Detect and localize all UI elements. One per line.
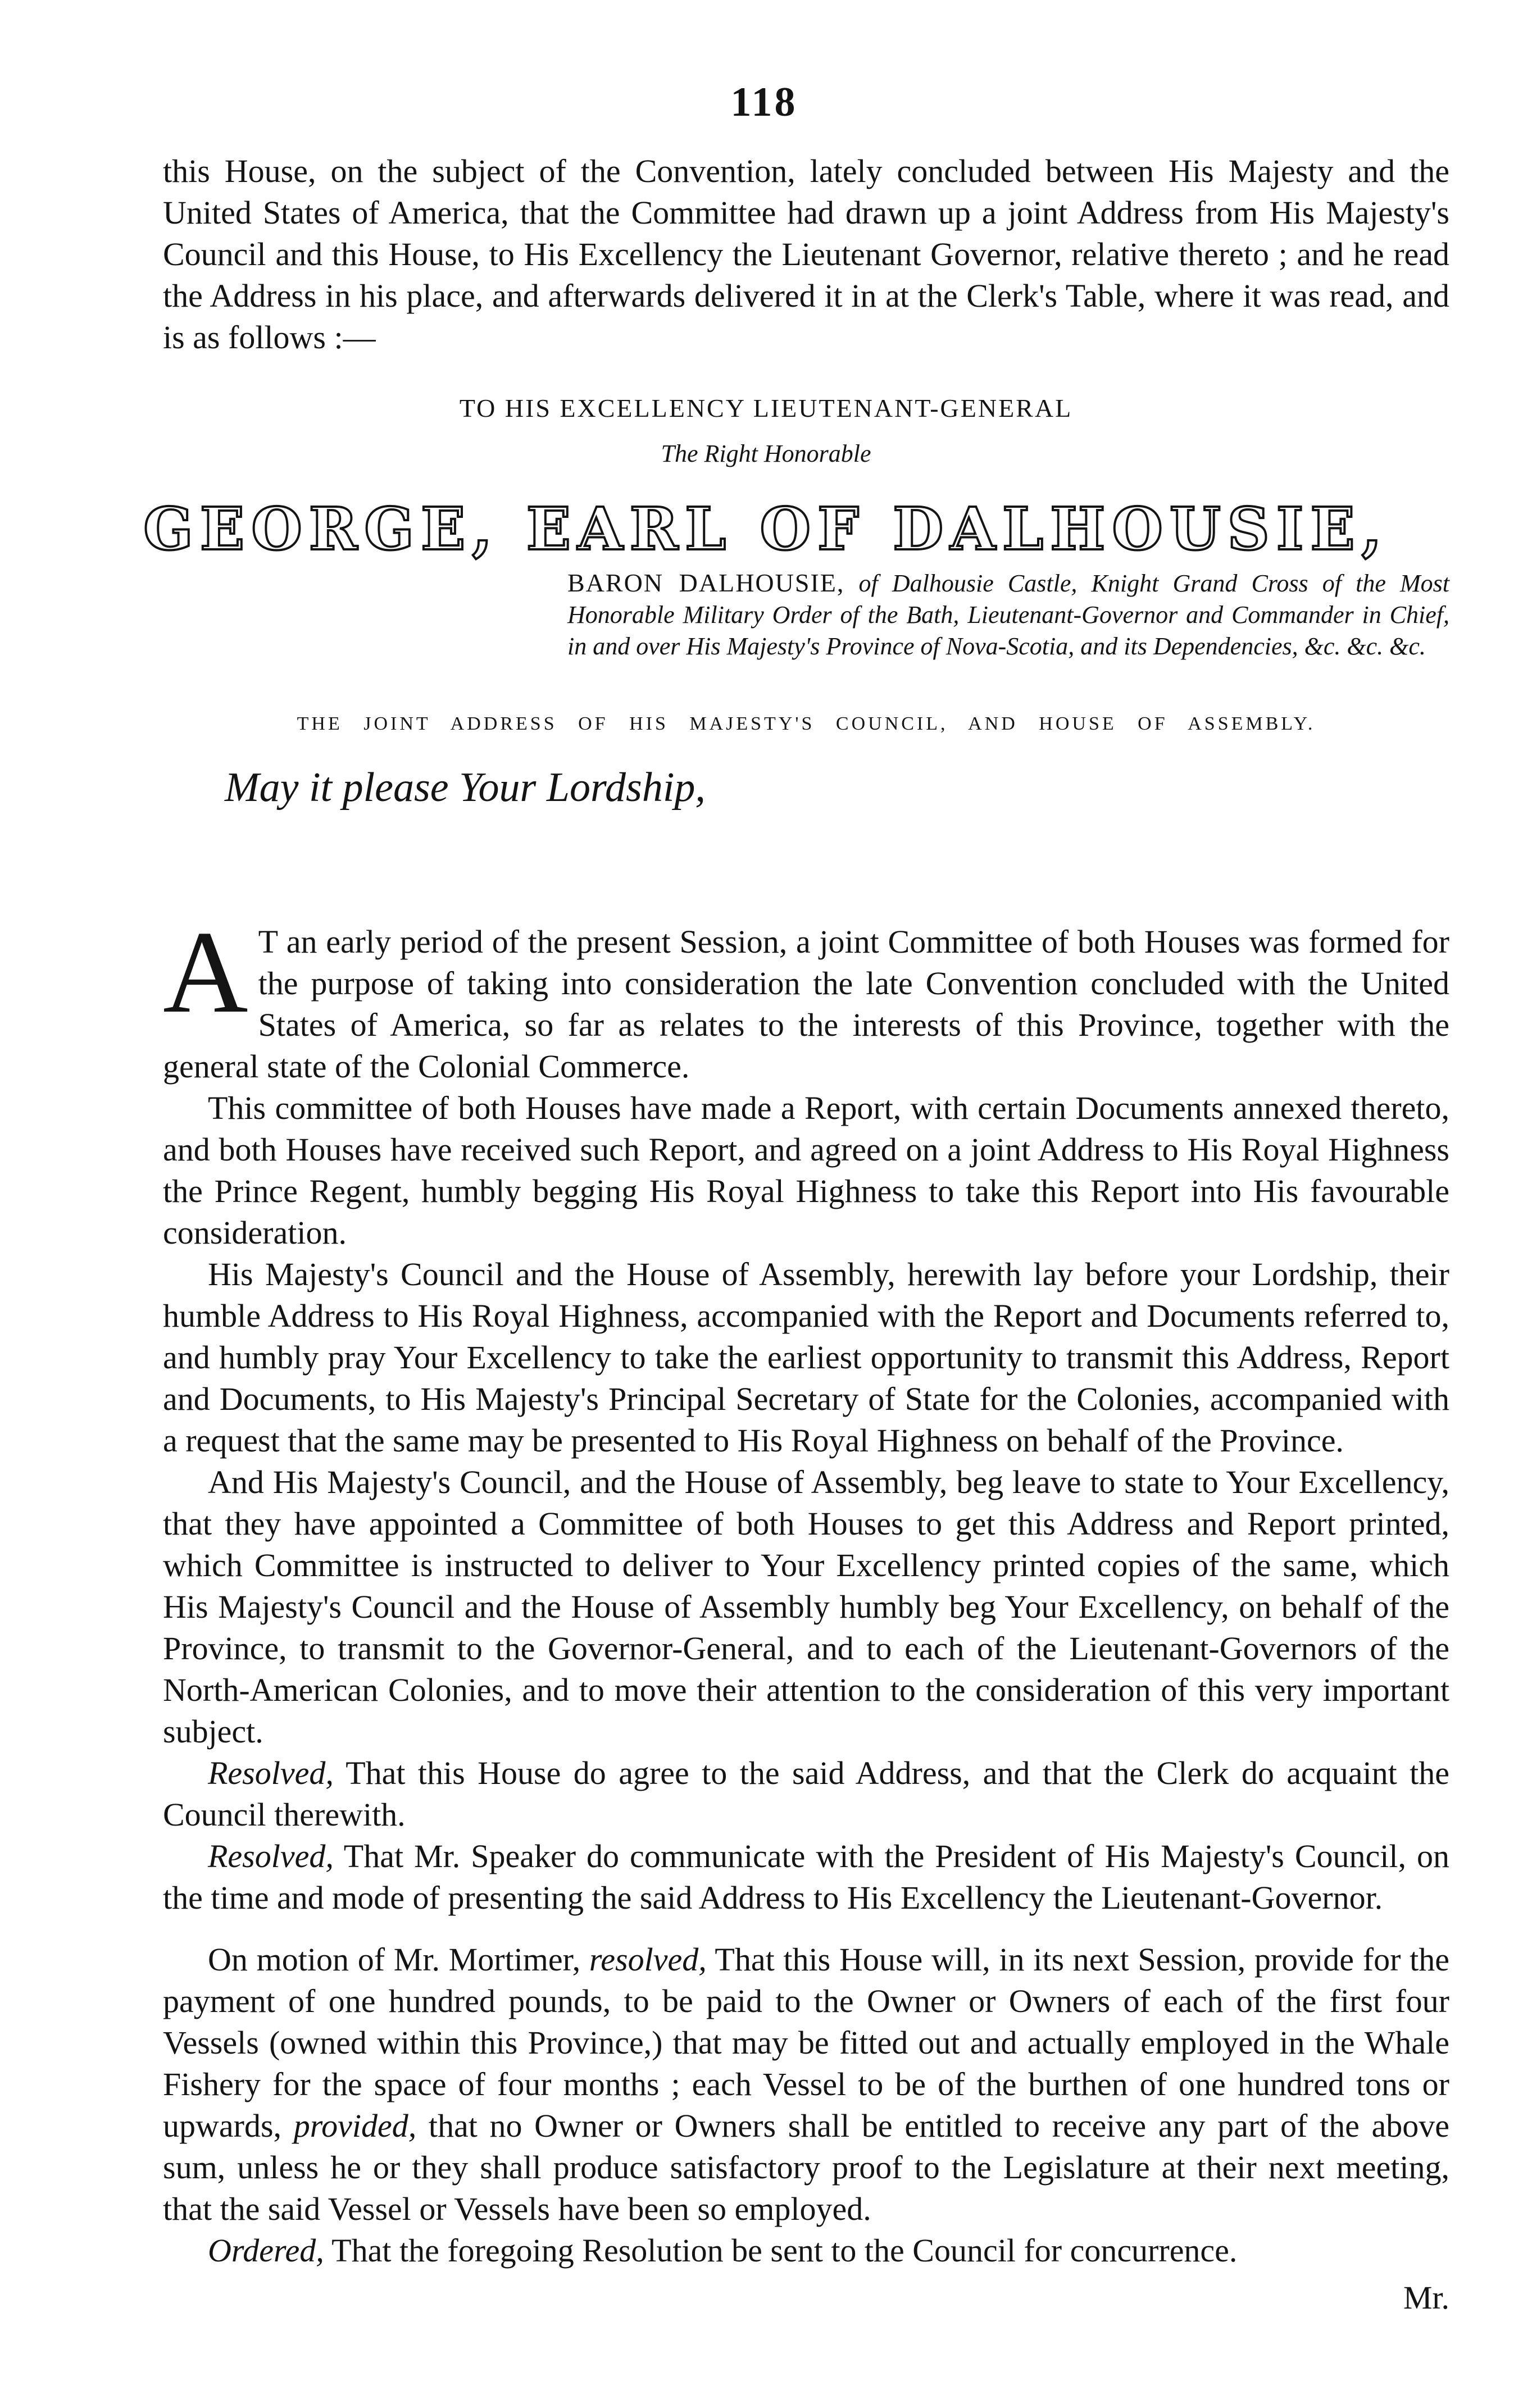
page-number: 118 bbox=[730, 79, 798, 125]
paragraph-4: And His Majesty's Council, and the House of Assembly, beg leave to state to Your Excellency, that they have appointed a Committee of both Houses to get this Address and Report printed, which Committee is instructed to deliver to Your Excellency printed copies of the same, which His Majesty's Council and the House of Assembly humbly beg Your Excellency, on behalf of the Province, to transmit to the Governor-General, and to each of the Lieutenant-Governors of the North-American Colonies, and to move their attention to the consideration of this very important subject. bbox=[163, 1464, 1449, 1750]
resolution-1 bbox=[163, 1752, 1449, 1836]
resolution-2-lead: Resolved, bbox=[208, 1838, 334, 1874]
paragraph-1-text: T an early period of the present Session, a joint Committee of both Houses was formed for the purpose of taking into consideration the late Convention concluded with the United States of America, so far as relates to the interests of this Province, together with the general state of the Colonial Commerce. bbox=[163, 923, 1449, 1085]
motion-post: that no Owner or Owners shall be entitled to receive any part of the above sum, unless he or they shall produce satisfactory proof to the Legislature at their next meeting, that the said Vessel or Vessels have been so employed. bbox=[163, 2107, 1449, 2227]
baron-name: BARON DALHOUSIE, bbox=[567, 568, 845, 597]
address-honorable: The Right Honorable bbox=[661, 440, 871, 467]
resolution-2 bbox=[163, 1836, 1449, 1919]
drop-cap: A bbox=[163, 907, 248, 1037]
ordered-text: That the foregoing Resolution be sent to the Council for concurrence. bbox=[324, 2232, 1238, 2269]
addressee-titles bbox=[567, 567, 1449, 662]
motion-pre: On motion of Mr. Mortimer, bbox=[208, 1941, 589, 1978]
motion-mid: That this House will, in its next Session, provide for the payment of one hundred pounds, to be paid to the Owner or Owners of each of the first four Vessels (owned within this Province,) that may be fitted out and actually employed in the Whale Fishery for the space of four months ; each Vessel to be of the burthen of one hundred tons or upwards, bbox=[163, 1941, 1449, 2144]
motion-paragraph bbox=[163, 1939, 1449, 2230]
paragraph-3: His Majesty's Council and the House of Assembly, herewith lay before your Lordship, their humble Address to His Royal Highness, accompanied with the Report and Documents referred to, and humbly pray Your Excellency to take the earliest opportunity to transmit this Address, Report and Documents, to His Majesty's Principal Secretary of State for the Colonies, accompanied with a request that the same may be presented to His Royal Highness on behalf of the Province. bbox=[163, 1256, 1449, 1459]
address-to-line: TO HIS EXCELLENCY LIEUTENANT-GENERAL bbox=[459, 394, 1073, 422]
paragraph-2: This committee of both Houses have made a Report, with certain Documents annexed thereto, and both Houses have received such Report, and agreed on a joint Address to His Royal Highness the Prince Regent, humbly begging His Royal Highness to take this Report into His favourable consideration. bbox=[163, 1090, 1449, 1251]
resolution-1-lead: Resolved, bbox=[208, 1755, 334, 1791]
address-body bbox=[163, 907, 1449, 2319]
resolution-1-text: That this House do agree to the said Address, and that the Clerk do acquaint the Council therewith. bbox=[163, 1755, 1449, 1833]
resolution-2-text: That Mr. Speaker do communicate with the President of His Majesty's Council, on the time and mode of presenting the said Address to His Excellency the Lieutenant-Governor. bbox=[163, 1838, 1449, 1916]
ordered-lead: Ordered, bbox=[208, 2232, 324, 2269]
catchword: Mr. bbox=[1403, 2279, 1449, 2316]
joint-address-title: THE JOINT ADDRESS OF HIS MAJESTY'S COUNCIL, AND HOUSE OF ASSEMBLY. bbox=[297, 713, 1316, 734]
addressee-name: GEORGE, EARL OF DALHOUSIE, bbox=[143, 494, 1389, 563]
paragraph-1 bbox=[163, 907, 1449, 1087]
salutation: May it please Your Lordship, bbox=[225, 764, 706, 811]
baron-titles-text: of Dalhousie Castle, Knight Grand Cross of the Most Honorable Military Order of the Bath, Lieutenant-Governor and Commander in Chief, in and over His Majesty's Province of Nova-Scotia, and its Dependencies, &c. &c. &c. bbox=[567, 570, 1450, 660]
motion-provided: provided, bbox=[293, 2107, 417, 2144]
intro-paragraph: this House, on the subject of the Convention, lately concluded between His Majesty and the United States of America, that the Committee had drawn up a joint Address from His Majesty's Council and this House, to His Excellency the Lieutenant Governor, relative thereto ; and he read the Address in his place, and afterwards delivered it in at the Clerk's Table, where it was read, and is as follows :— bbox=[163, 153, 1449, 356]
motion-resolved: resolved, bbox=[589, 1941, 707, 1978]
ordered-paragraph bbox=[163, 2230, 1449, 2272]
